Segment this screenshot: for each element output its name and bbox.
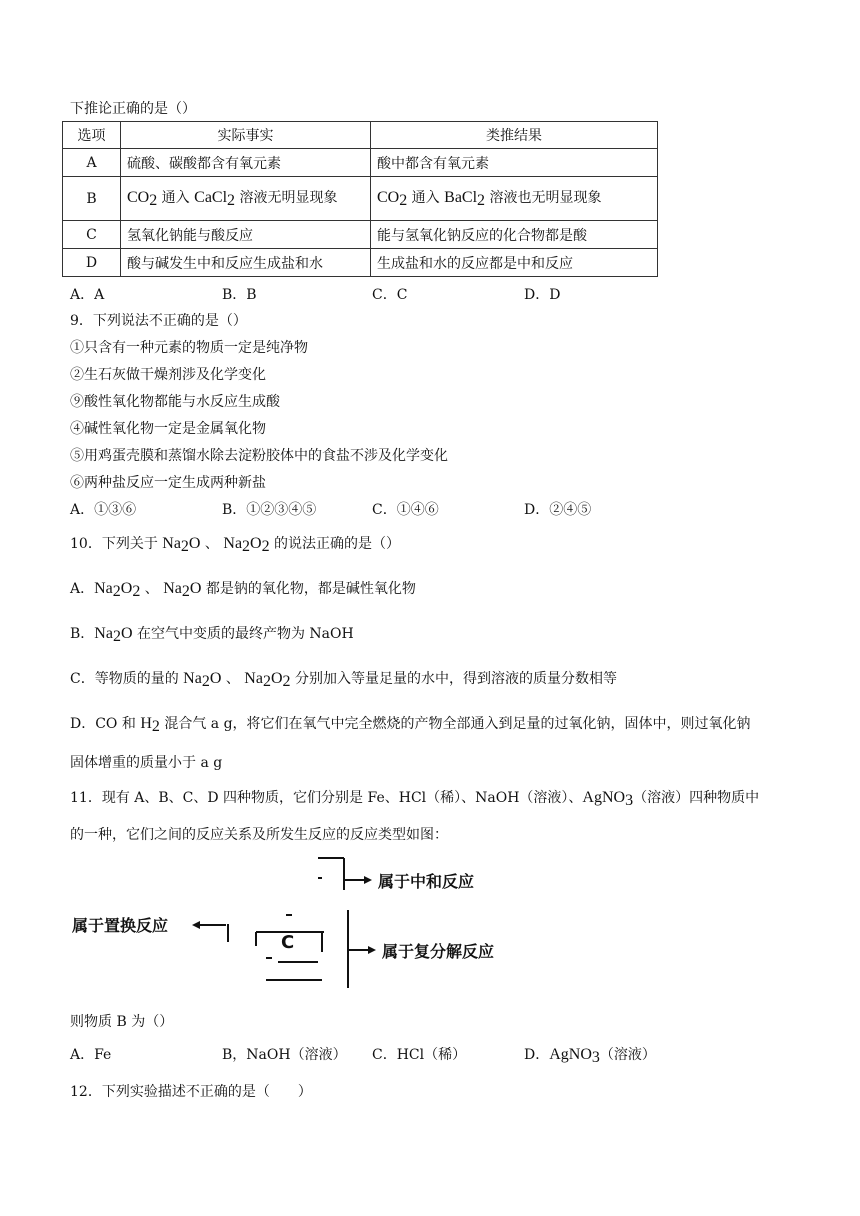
- q11-option-a[interactable]: A．Fe: [70, 1047, 112, 1063]
- formula: Na: [162, 535, 181, 552]
- subscript: 2: [112, 583, 121, 600]
- formula: O: [120, 625, 133, 642]
- q11-option-b[interactable]: B，NaOH（溶液）: [222, 1047, 347, 1063]
- row-fact: 酸与碱发生中和反应生成盐和水: [121, 249, 371, 277]
- q9-item: ⑤用鸡蛋壳膜和蒸馏水除去淀粉胶体中的食盐不涉及化学变化: [70, 448, 448, 464]
- formula: O: [270, 670, 283, 687]
- subscript: 2: [201, 673, 210, 690]
- q9-option-b[interactable]: B．①②③④⑤: [222, 502, 317, 518]
- formula: Na: [94, 580, 113, 597]
- table-row: [63, 249, 658, 277]
- subscript: 2: [181, 583, 190, 600]
- row-fact: 氢氧化钠能与酸反应: [121, 221, 371, 249]
- formula: O: [209, 670, 222, 687]
- subscript: 3: [625, 792, 634, 809]
- subscript: 2: [282, 673, 291, 690]
- formula: H: [140, 715, 152, 732]
- q10-option-c[interactable]: [70, 668, 617, 691]
- text: 都是钠的氧化物，都是碱性氧化物: [201, 581, 416, 597]
- formula: O: [189, 580, 202, 597]
- text: D．: [524, 1047, 550, 1063]
- q11-ask: 则物质 B 为（）: [70, 1014, 174, 1030]
- q9-item: ⑥两种盐反应一定生成两种新盐: [70, 475, 266, 491]
- text: 10．下列关于: [70, 536, 163, 552]
- subscript: 2: [112, 628, 121, 645]
- q11-option-c[interactable]: C．HCl（稀）: [372, 1047, 467, 1063]
- text: B．: [70, 626, 95, 642]
- subscript: 2: [477, 192, 486, 209]
- formula: AgNO: [549, 1046, 592, 1063]
- table-row: [63, 149, 658, 177]
- subscript: 2: [261, 538, 270, 555]
- text: （溶液）: [599, 1047, 656, 1063]
- subscript: 2: [132, 583, 141, 600]
- q9-option-d[interactable]: D．②④⑤: [524, 502, 592, 518]
- q8-option-c[interactable]: C．C: [372, 287, 408, 303]
- subscript: 2: [399, 192, 408, 209]
- arrow-head: [364, 876, 372, 884]
- row-result: 生成盐和水的反应都是中和反应: [371, 249, 658, 277]
- row-fact: 硫酸、碳酸都含有氧元素: [121, 149, 371, 177]
- text: 溶液也无明显现象: [485, 190, 602, 206]
- row-option: C: [63, 221, 121, 249]
- separator: 、: [140, 581, 159, 597]
- text: D．CO 和: [70, 716, 141, 732]
- formula: CaCl: [194, 189, 228, 206]
- q8-option-a[interactable]: A．A: [70, 287, 105, 303]
- q11-stem-line1: [70, 787, 759, 810]
- separator: 、: [200, 536, 219, 552]
- text: A．: [70, 581, 95, 597]
- node-c: C: [281, 932, 295, 953]
- q10-option-a[interactable]: [70, 578, 416, 601]
- q12-stem: 12．下列实验描述不正确的是（ ）: [70, 1084, 312, 1100]
- formula: CO: [127, 189, 150, 206]
- label-displacement: 属于置换反应: [72, 916, 169, 935]
- text: 11．现有 A、B、C、D 四种物质，它们分别是 Fe、HCl（稀）、NaOH（溶液）、: [70, 790, 583, 806]
- formula: Na: [94, 625, 113, 642]
- text: （溶液）四种物质中: [633, 790, 760, 806]
- text: C．等物质的量的: [70, 671, 184, 687]
- header-option: 选项: [63, 122, 121, 149]
- q10-option-d-line2: 固体增重的质量小于 a g: [70, 755, 223, 771]
- formula: AgNO: [582, 789, 626, 806]
- separator: 、: [221, 671, 240, 687]
- formula: O: [188, 535, 201, 552]
- q9-item: ④碱性氧化物一定是金属氧化物: [70, 421, 266, 437]
- text: 在空气中变质的最终产物为 NaOH: [132, 626, 354, 642]
- text: 混合气 a g，将它们在氧气中完全燃烧的产物全部通入到足量的过氧化钠，固体中，则过氧化钠: [159, 716, 751, 732]
- q11-option-d[interactable]: [524, 1044, 656, 1067]
- row-option: A: [63, 149, 121, 177]
- q9-option-a[interactable]: A．①③⑥: [70, 502, 137, 518]
- header-fact: 实际事实: [121, 122, 371, 149]
- q9-item: ①只含有一种元素的物质一定是纯净物: [70, 340, 308, 356]
- row-result: 能与氢氧化钠反应的化合物都是酸: [371, 221, 658, 249]
- formula: Na: [244, 670, 263, 687]
- row-option: B: [63, 177, 121, 221]
- row-option: D: [63, 249, 121, 277]
- formula: CO: [377, 189, 400, 206]
- subscript: 2: [149, 192, 158, 209]
- formula: O: [120, 580, 133, 597]
- q8-stem: 下推论正确的是（）: [70, 101, 196, 117]
- table-header-row: [63, 122, 658, 149]
- text: 溶液无明显现象: [235, 190, 338, 206]
- q9-item: ②生石灰做干燥剂涉及化学变化: [70, 367, 266, 383]
- formula: BaCl: [444, 189, 478, 206]
- q8-option-d[interactable]: D．D: [524, 287, 561, 303]
- arrow-head: [368, 946, 376, 954]
- q8-option-b[interactable]: B．B: [222, 287, 257, 303]
- q10-option-d[interactable]: [70, 713, 751, 736]
- subscript: 2: [151, 718, 160, 735]
- formula: Na: [163, 580, 182, 597]
- formula: Na: [223, 535, 243, 552]
- q9-option-c[interactable]: C．①④⑥: [372, 502, 439, 518]
- text: 的说法正确的是（）: [269, 536, 401, 552]
- subscript: 2: [227, 192, 236, 209]
- row-result: [371, 177, 658, 221]
- row-result: 酸中都含有氧元素: [371, 149, 658, 177]
- subscript: 2: [180, 538, 189, 555]
- text: 通入: [157, 190, 195, 206]
- q10-option-b[interactable]: [70, 623, 354, 646]
- subscript: 2: [242, 538, 251, 555]
- q9-stem: 9．下列说法不正确的是（）: [70, 313, 247, 329]
- label-double-decomposition: 属于复分解反应: [382, 942, 495, 961]
- text: 分别加入等量足量的水中，得到溶液的质量分数相等: [290, 671, 617, 687]
- table-row: [63, 177, 658, 221]
- subscript: 3: [591, 1049, 600, 1066]
- formula: Na: [183, 670, 202, 687]
- row-fact: [121, 177, 371, 221]
- q9-item: ⑨酸性氧化物都能与水反应生成酸: [70, 394, 280, 410]
- text: 通入: [407, 190, 445, 206]
- subscript: 2: [262, 673, 271, 690]
- formula: O: [250, 535, 262, 552]
- arrow-head: [192, 921, 200, 929]
- label-neutralization: 属于中和反应: [378, 872, 475, 891]
- q8-table: [62, 121, 658, 277]
- q10-stem: [70, 533, 400, 556]
- header-result: 类推结果: [371, 122, 658, 149]
- q11-stem-line2: 的一种，它们之间的反应关系及所发生反应的反应类型如图：: [70, 827, 448, 843]
- table-row: [63, 221, 658, 249]
